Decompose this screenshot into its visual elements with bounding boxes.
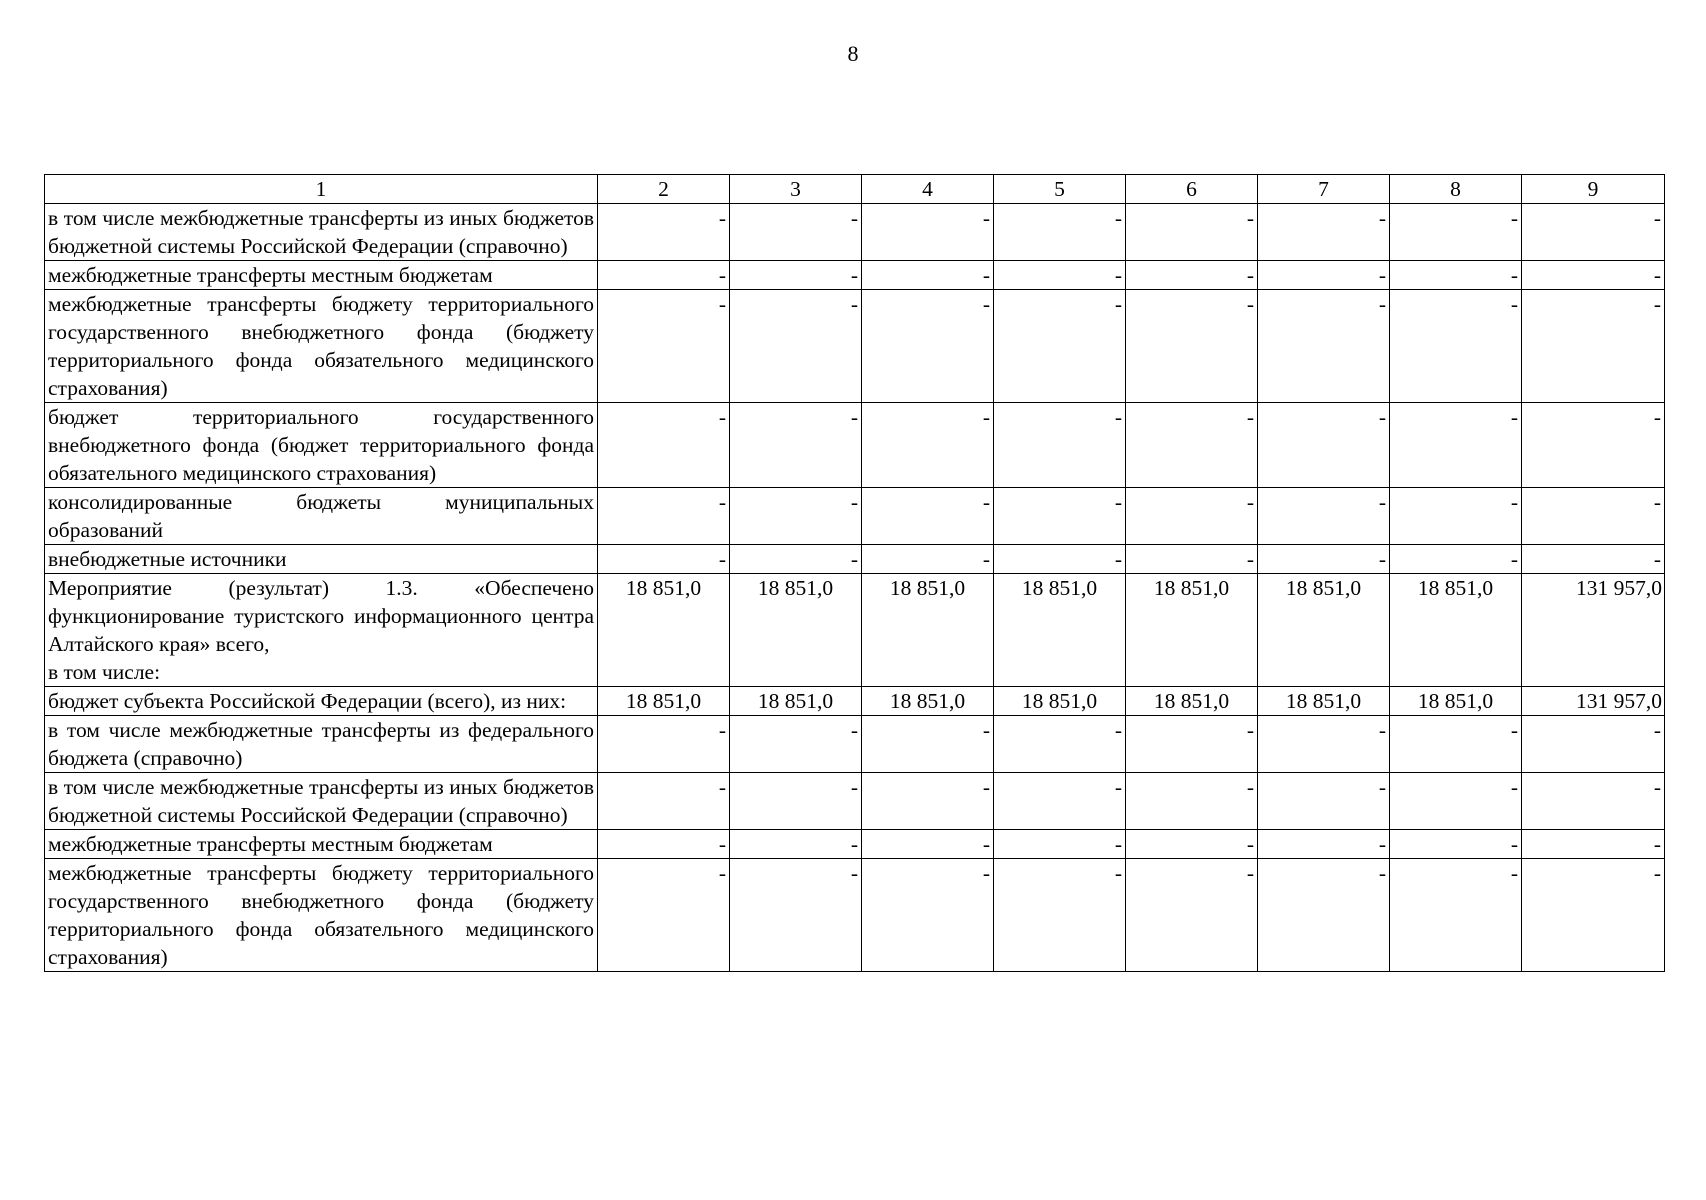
cell-value: -	[1258, 290, 1390, 403]
row-label: межбюджетные трансферты бюджету территориального государственного внебюджетного фонда (бюджету территориального фонда обязательного медицинского страхования)	[45, 290, 598, 403]
cell-value: -	[1522, 488, 1665, 545]
row-label-extra: в том числе:	[48, 660, 161, 684]
cell-value: -	[862, 488, 994, 545]
table-row	[45, 773, 1665, 830]
row-label: межбюджетные трансферты бюджету территориального государственного внебюджетного фонда (бюджету территориального фонда обязательного медицинского страхования)	[45, 859, 598, 972]
cell-value: -	[994, 488, 1126, 545]
column-header: 6	[1126, 175, 1258, 204]
cell-value: -	[862, 204, 994, 261]
cell-value: -	[1126, 545, 1258, 574]
cell-value: 18 851,0	[730, 574, 862, 687]
cell-value: -	[598, 545, 730, 574]
row-label	[45, 574, 598, 687]
cell-value: -	[1258, 716, 1390, 773]
row-label: внебюджетные источники	[45, 545, 598, 574]
cell-value: -	[862, 261, 994, 290]
row-label: бюджет субъекта Российской Федерации (всего), из них:	[45, 687, 598, 716]
cell-value: 18 851,0	[1258, 574, 1390, 687]
table-row	[45, 488, 1665, 545]
cell-value: -	[1126, 403, 1258, 488]
cell-value: 18 851,0	[1126, 687, 1258, 716]
cell-value: 18 851,0	[1390, 687, 1522, 716]
cell-value: -	[1126, 261, 1258, 290]
cell-value: -	[598, 773, 730, 830]
cell-value: -	[994, 403, 1126, 488]
cell-value: -	[1258, 403, 1390, 488]
row-label: межбюджетные трансферты местным бюджетам	[45, 261, 598, 290]
cell-value: -	[598, 830, 730, 859]
cell-value: 18 851,0	[598, 574, 730, 687]
cell-value: -	[1522, 403, 1665, 488]
cell-value: -	[1390, 830, 1522, 859]
cell-value: -	[730, 403, 862, 488]
cell-value: -	[1522, 859, 1665, 972]
cell-value: 18 851,0	[1126, 574, 1258, 687]
cell-value: 18 851,0	[730, 687, 862, 716]
column-header: 9	[1522, 175, 1665, 204]
table-row	[45, 574, 1665, 687]
table-row	[45, 830, 1665, 859]
cell-value: -	[1390, 545, 1522, 574]
cell-value: -	[1126, 773, 1258, 830]
budget-table	[44, 174, 1665, 972]
cell-value: -	[1258, 773, 1390, 830]
cell-value: -	[1522, 545, 1665, 574]
row-label: в том числе межбюджетные трансферты из иных бюджетов бюджетной системы Российской Федерации (справочно)	[45, 204, 598, 261]
column-header: 7	[1258, 175, 1390, 204]
cell-value: -	[1522, 716, 1665, 773]
cell-value: 18 851,0	[1258, 687, 1390, 716]
cell-value: -	[1258, 859, 1390, 972]
cell-value: -	[862, 830, 994, 859]
header-row	[45, 175, 1665, 204]
cell-value: -	[1522, 290, 1665, 403]
cell-value: 18 851,0	[994, 687, 1126, 716]
cell-value: -	[1258, 204, 1390, 261]
cell-value: -	[1522, 261, 1665, 290]
table-row	[45, 687, 1665, 716]
cell-value: 18 851,0	[598, 687, 730, 716]
cell-value: -	[1390, 716, 1522, 773]
cell-value: -	[862, 859, 994, 972]
cell-value: -	[862, 716, 994, 773]
table-row	[45, 716, 1665, 773]
cell-value: -	[730, 204, 862, 261]
column-header: 3	[730, 175, 862, 204]
row-label: в том числе межбюджетные трансферты из иных бюджетов бюджетной системы Российской Федерации (справочно)	[45, 773, 598, 830]
cell-value: -	[1258, 488, 1390, 545]
cell-value: 18 851,0	[994, 574, 1126, 687]
column-header: 8	[1390, 175, 1522, 204]
cell-value: -	[598, 716, 730, 773]
cell-value: -	[994, 859, 1126, 972]
page-number: 8	[847, 41, 859, 66]
cell-value: -	[994, 716, 1126, 773]
row-label: бюджет территориального государственного внебюджетного фонда (бюджет территориального фонда обязательного медицинского страхования)	[45, 403, 598, 488]
cell-value: -	[598, 204, 730, 261]
cell-value: -	[862, 290, 994, 403]
cell-value: -	[994, 290, 1126, 403]
row-label: консолидированные бюджеты муниципальных образований	[45, 488, 598, 545]
cell-value: -	[1126, 859, 1258, 972]
cell-value: -	[1258, 261, 1390, 290]
cell-value: -	[1390, 204, 1522, 261]
cell-value: -	[1258, 830, 1390, 859]
column-header: 4	[862, 175, 994, 204]
cell-value: -	[994, 545, 1126, 574]
table-row	[45, 204, 1665, 261]
cell-value: -	[1390, 403, 1522, 488]
cell-value: -	[1126, 204, 1258, 261]
cell-value: -	[994, 773, 1126, 830]
cell-value: -	[730, 488, 862, 545]
cell-value: -	[598, 290, 730, 403]
cell-value: -	[1522, 773, 1665, 830]
cell-value: -	[730, 716, 862, 773]
cell-value: -	[598, 261, 730, 290]
cell-value: -	[1126, 488, 1258, 545]
cell-value: -	[598, 403, 730, 488]
cell-value: -	[1390, 488, 1522, 545]
cell-value: -	[1126, 830, 1258, 859]
cell-value: -	[862, 773, 994, 830]
cell-value: -	[994, 830, 1126, 859]
row-label: в том числе межбюджетные трансферты из федерального бюджета (справочно)	[45, 716, 598, 773]
cell-value: -	[1126, 716, 1258, 773]
table-row	[45, 545, 1665, 574]
cell-value: 131 957,0	[1522, 687, 1665, 716]
table-row	[45, 290, 1665, 403]
cell-value: -	[730, 830, 862, 859]
column-header: 2	[598, 175, 730, 204]
cell-value: -	[598, 859, 730, 972]
cell-value: -	[730, 859, 862, 972]
cell-value: -	[862, 545, 994, 574]
cell-value: -	[1390, 290, 1522, 403]
row-label: межбюджетные трансферты местным бюджетам	[45, 830, 598, 859]
cell-value: -	[1522, 204, 1665, 261]
table-row	[45, 403, 1665, 488]
cell-value: 131 957,0	[1522, 574, 1665, 687]
column-header: 1	[45, 175, 598, 204]
cell-value: -	[730, 773, 862, 830]
cell-value: -	[862, 403, 994, 488]
cell-value: -	[1390, 261, 1522, 290]
cell-value: -	[994, 204, 1126, 261]
cell-value: -	[1522, 830, 1665, 859]
column-header: 5	[994, 175, 1126, 204]
cell-value: -	[598, 488, 730, 545]
row-label-main: Мероприятие (результат) 1.3. «Обеспечено функционирование туристского информационного центра Алтайского края» всего,	[48, 576, 594, 656]
table-row	[45, 859, 1665, 972]
cell-value: 18 851,0	[1390, 574, 1522, 687]
cell-value: -	[994, 261, 1126, 290]
table-row	[45, 261, 1665, 290]
cell-value: -	[1258, 545, 1390, 574]
cell-value: -	[730, 261, 862, 290]
cell-value: 18 851,0	[862, 574, 994, 687]
cell-value: -	[1390, 859, 1522, 972]
cell-value: 18 851,0	[862, 687, 994, 716]
cell-value: -	[730, 545, 862, 574]
cell-value: -	[1126, 290, 1258, 403]
cell-value: -	[730, 290, 862, 403]
cell-value: -	[1390, 773, 1522, 830]
